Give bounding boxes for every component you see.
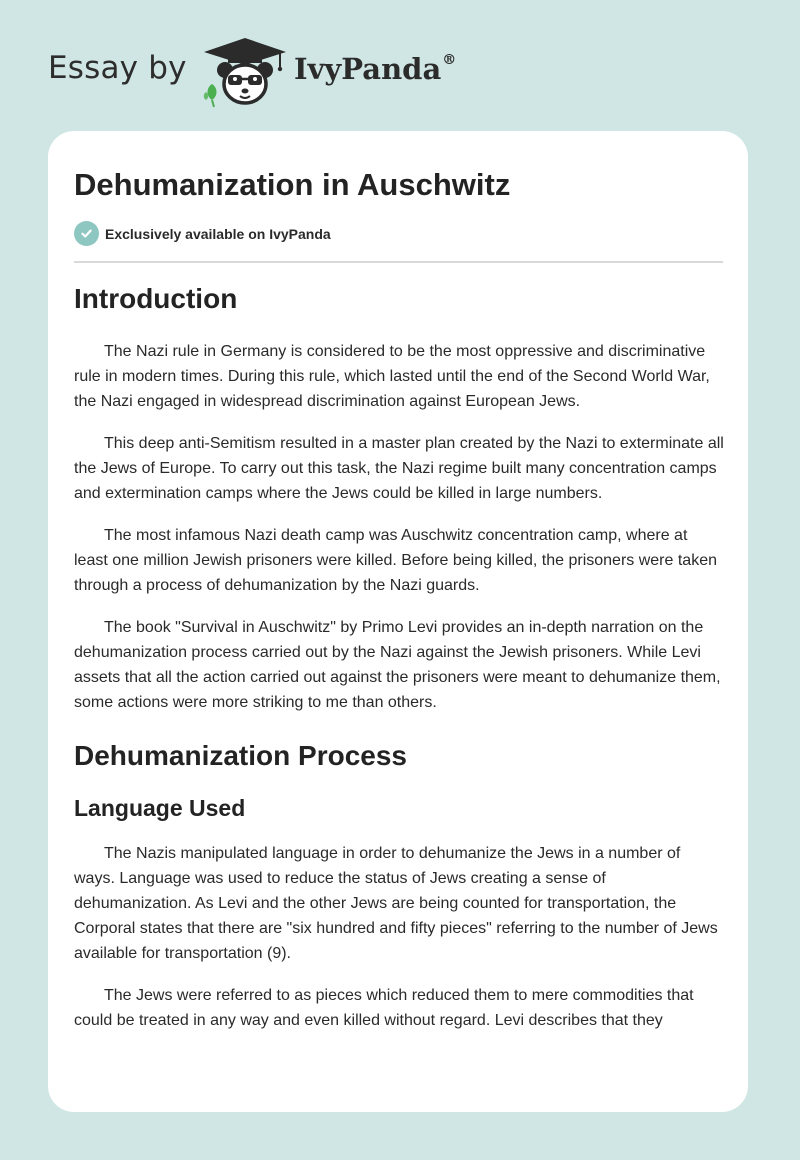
check-circle-icon — [74, 221, 99, 246]
section-heading: Introduction — [74, 283, 238, 314]
paragraph: The most infamous Nazi death camp was Auschwitz concentration camp, where at least one million Jewish prisoners were killed. Before being killed, the prisoners were taken through a process of dehumanization by the Nazi guards. — [74, 526, 717, 594]
title-divider — [74, 261, 723, 263]
subsection-heading: Language Used — [74, 795, 246, 822]
paragraph: This deep anti-Semitism resulted in a master plan created by the Nazi to exterminate all the Jews of Europe. To carry out this task, the Nazi regime built many concentration camps and extermination camps where the Jews could be killed in large numbers. — [74, 434, 724, 502]
brand-name[interactable] — [294, 52, 456, 86]
essay-by-label: Essay by — [48, 50, 187, 86]
registered-mark: ® — [442, 52, 457, 69]
paragraph: The book "Survival in Auschwitz" by Primo Levi provides an in-depth narration on the dehumanization process carried out by the Nazi against the Jewish prisoners. While Levi assets that all the action carried out against the prisoners were meant to dehumanize them, some actions were more striking to me than others. — [74, 618, 721, 711]
brand-name-text: IvyPanda — [294, 52, 442, 86]
essay-card — [48, 131, 748, 1112]
page-title: Dehumanization in Auschwitz — [74, 167, 511, 202]
exclusive-badge — [74, 221, 331, 246]
paragraph: The Nazi rule in Germany is considered to be the most oppressive and discriminative rule in modern times. During this rule, which lasted until the end of the Second World War, the Nazi engaged in widespread discrimination against European Jews. — [74, 342, 710, 410]
paragraph: The Jews were referred to as pieces which reduced them to mere commodities that could be treated in any way and even killed without regard. Levi describes that they — [74, 986, 694, 1029]
site-header — [0, 0, 800, 130]
panda-graduate-logo-icon[interactable] — [202, 36, 288, 108]
section-heading: Dehumanization Process — [74, 739, 407, 771]
exclusive-badge-text: Exclusively available on IvyPanda — [105, 225, 331, 242]
paragraph: The Nazis manipulated language in order to dehumanize the Jews in a number of ways. Language was used to reduce the status of Jews creating a sense of dehumanization. As Levi and the other Jews are being counted for transportation, the Corporal states that there are "six hundred and fifty pieces" referring to the number of Jews available for transportation (9). — [74, 844, 718, 962]
essay-body — [74, 282, 724, 1050]
